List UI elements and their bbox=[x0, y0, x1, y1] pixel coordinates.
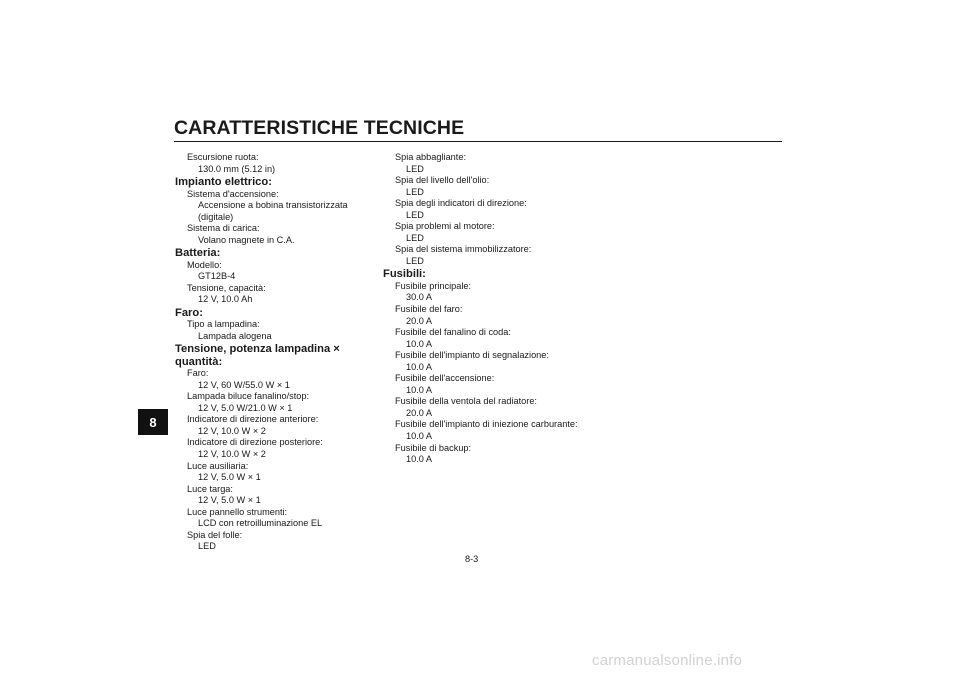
section-heading: Impianto elettrico: bbox=[175, 176, 272, 189]
title-divider bbox=[174, 141, 782, 142]
spec-value: 10.0 A bbox=[406, 338, 433, 349]
spec-value: Lampada alogena bbox=[198, 330, 272, 341]
spec-value: 20.0 A bbox=[406, 407, 433, 418]
spec-label: Luce ausiliaria: bbox=[187, 460, 249, 471]
spec-value: (digitale) bbox=[198, 211, 234, 222]
spec-value: 12 V, 10.0 W × 2 bbox=[198, 448, 266, 459]
spec-value: LED bbox=[406, 255, 424, 266]
spec-value: 10.0 A bbox=[406, 384, 433, 395]
spec-value: LED bbox=[406, 232, 424, 243]
spec-value: 10.0 A bbox=[406, 361, 433, 372]
spec-value: LED bbox=[406, 186, 424, 197]
spec-value: 20.0 A bbox=[406, 315, 433, 326]
spec-value: 12 V, 5.0 W × 1 bbox=[198, 472, 261, 483]
spec-value: 12 V, 60 W/55.0 W × 1 bbox=[198, 379, 290, 390]
spec-label: Fusibile dell'impianto di iniezione carburante: bbox=[395, 419, 578, 430]
spec-label: Luce pannello strumenti: bbox=[187, 506, 288, 517]
spec-label: Spia del folle: bbox=[187, 529, 243, 540]
spec-value: 12 V, 10.0 Ah bbox=[198, 294, 253, 305]
spec-label: Fusibile di backup: bbox=[395, 442, 472, 453]
spec-label: Indicatore di direzione anteriore: bbox=[187, 414, 319, 425]
spec-label: Sistema d'accensione: bbox=[187, 188, 279, 199]
spec-value: 10.0 A bbox=[406, 454, 433, 465]
spec-label: Fusibile dell'impianto di segnalazione: bbox=[395, 350, 549, 361]
section-heading: Fusibili: bbox=[383, 268, 426, 281]
spec-label: Luce targa: bbox=[187, 483, 233, 494]
spec-value: GT12B-4 bbox=[198, 271, 236, 282]
spec-value: Accensione a bobina transistorizzata bbox=[198, 200, 348, 211]
spec-label: Fusibile del fanalino di coda: bbox=[395, 327, 511, 338]
chapter-tab: 8 bbox=[138, 409, 168, 435]
spec-label: Spia del sistema immobilizzatore: bbox=[395, 244, 532, 255]
spec-label: Tipo a lampadina: bbox=[187, 319, 260, 330]
spec-label: Spia abbagliante: bbox=[395, 152, 467, 162]
spec-value: 130.0 mm (5.12 in) bbox=[198, 163, 276, 174]
spec-label: Spia del livello dell'olio: bbox=[395, 175, 490, 186]
spec-label: Fusibile dell'accensione: bbox=[395, 373, 495, 384]
spec-value: 12 V, 5.0 W × 1 bbox=[198, 495, 261, 506]
section-heading: Tensione, potenza lampadina × quantità: bbox=[175, 343, 340, 368]
spec-label: Fusibile del faro: bbox=[395, 303, 463, 314]
spec-value: Volano magnete in C.A. bbox=[198, 234, 295, 245]
page-title: CARATTERISTICHE TECNICHE bbox=[174, 117, 465, 139]
spec-label: Spia problemi al motore: bbox=[395, 221, 495, 232]
spec-label: Fusibile della ventola del radiatore: bbox=[395, 396, 537, 407]
spec-column-right bbox=[383, 152, 603, 466]
spec-label: Sistema di carica: bbox=[187, 223, 260, 234]
watermark: carmanualsonline.info bbox=[592, 652, 743, 669]
spec-label: Modello: bbox=[187, 259, 222, 270]
spec-value: 30.0 A bbox=[406, 292, 433, 303]
spec-value: LED bbox=[406, 209, 424, 220]
spec-value: LED bbox=[406, 163, 424, 174]
spec-column-left bbox=[175, 152, 380, 553]
spec-label: Indicatore di direzione posteriore: bbox=[187, 437, 323, 448]
spec-value: 12 V, 10.0 W × 2 bbox=[198, 425, 266, 436]
section-heading: Faro: bbox=[175, 306, 203, 319]
spec-value: 12 V, 5.0 W/21.0 W × 1 bbox=[198, 402, 293, 413]
spec-value: LED bbox=[198, 541, 216, 552]
spec-label: Escursione ruota: bbox=[187, 152, 259, 162]
spec-label: Tensione, capacità: bbox=[187, 282, 266, 293]
spec-value: 10.0 A bbox=[406, 430, 433, 441]
spec-label: Spia degli indicatori di direzione: bbox=[395, 198, 527, 209]
spec-label: Lampada biluce fanalino/stop: bbox=[187, 391, 310, 402]
spec-label: Faro: bbox=[187, 368, 209, 379]
page-number: 8-3 bbox=[465, 554, 479, 564]
section-heading: Batteria: bbox=[175, 247, 221, 260]
spec-value: LCD con retroilluminazione EL bbox=[198, 518, 323, 529]
spec-label: Fusibile principale: bbox=[395, 280, 472, 291]
